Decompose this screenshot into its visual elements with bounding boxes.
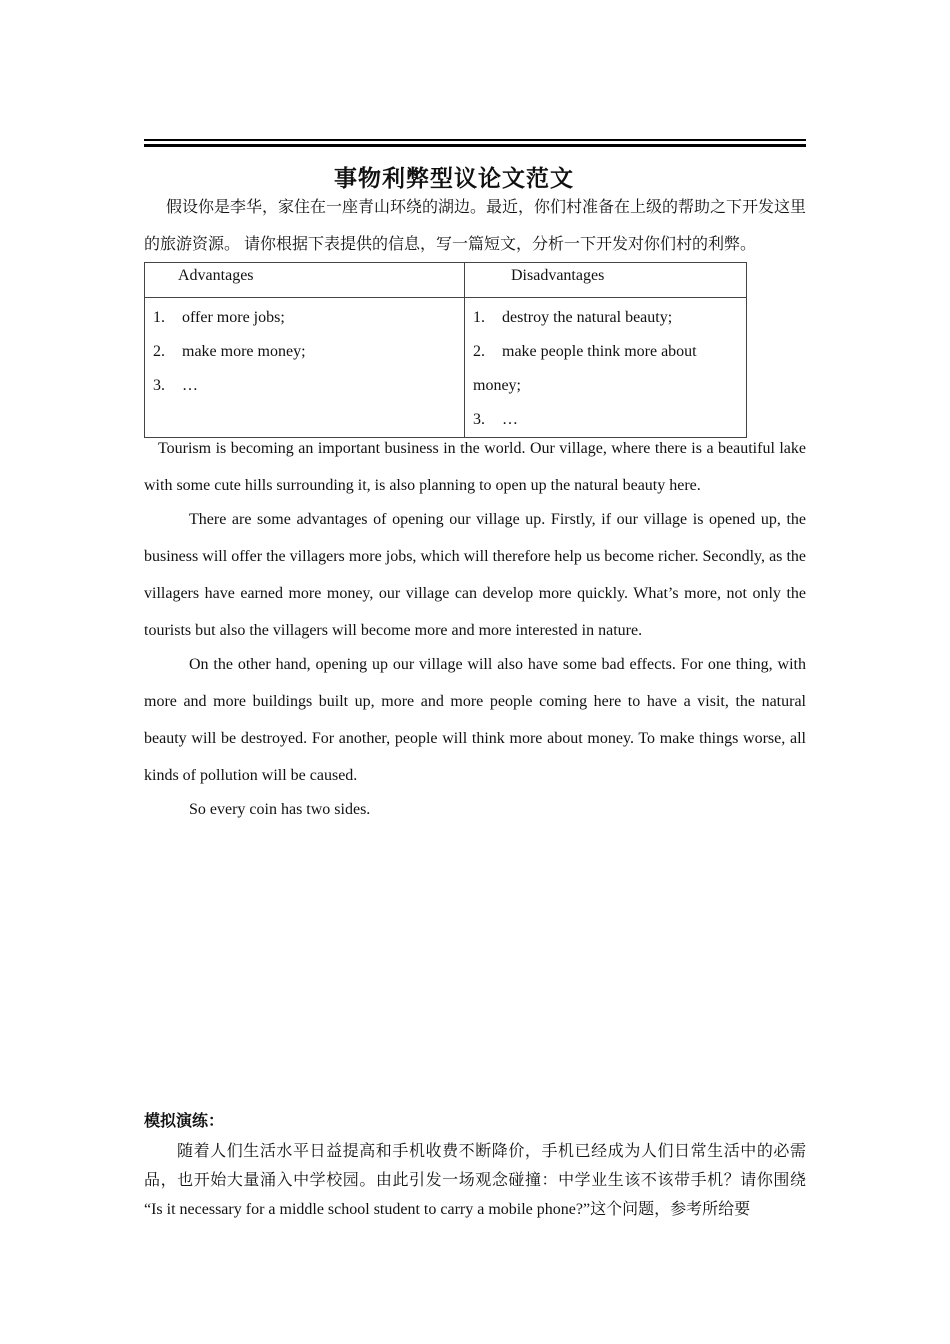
sample-essay: [144, 430, 806, 825]
header-rule-thick: [144, 144, 806, 147]
list-item: 1. destroy the natural beauty;: [473, 309, 673, 326]
list-item: 1. offer more jobs;: [153, 309, 285, 326]
disadvantages-list: [465, 298, 747, 438]
list-item: 3. …: [473, 411, 518, 428]
intro-text: 假设你是李华，家住在一座青山环绕的湖边。最近，你们村准备在上级的帮助之下开发这里的旅游资源。 请你根据下表提供的信息，写一篇短文，分析一下开发对你们村的利弊。: [144, 199, 807, 253]
disadvantages-header: Disadvantages: [465, 263, 747, 298]
list-item: 2. make people think more about money;: [473, 343, 697, 394]
essay-paragraph: So every coin has two sides.: [189, 801, 371, 818]
intro-paragraph: [144, 189, 806, 263]
practice-heading: 模拟演练：: [144, 1111, 225, 1130]
header-rule-thin: [144, 139, 806, 141]
essay-paragraph: On the other hand, opening up our village will also have some bad effects. For one thing, with more and more buildings built up, more and more people coming here to have a visit, the natural beauty will be destroyed. For another, people will think more about money. To make things worse, all kinds of pollution will be caused.: [144, 656, 806, 784]
essay-paragraph: There are some advantages of opening our village up. Firstly, if our village is opened up, the business will offer the villagers more jobs, which will therefore help us become richer. Secondly, as the villagers have earned more money, our village can develop more quickly. What’s more, not only the tourists but also the villagers will become more and more interested in nature.: [144, 511, 806, 639]
list-item: 2. make more money;: [153, 343, 306, 360]
practice-section: [144, 1137, 806, 1224]
list-item: 3. …: [153, 377, 198, 394]
essay-paragraph: Tourism is becoming an important business in the world. Our village, where there is a beautiful lake with some cute hills surrounding it, is also planning to open up the natural beauty here.: [144, 440, 806, 494]
pros-cons-table: [144, 262, 747, 438]
document-title: 事物利弊型议论文范文: [334, 166, 574, 192]
advantages-list: [145, 298, 465, 438]
practice-text: 随着人们生活水平日益提高和手机收费不断降价，手机已经成为人们日常生活中的必需品，也开始大量涌入中学校园。由此引发一场观念碰撞：中学业生该不该带手机？请你围绕 “Is it necessary for a middle school student to carry a mobile phone?”这个问题，参考所给要: [144, 1143, 806, 1218]
advantages-header: Advantages: [145, 263, 465, 298]
